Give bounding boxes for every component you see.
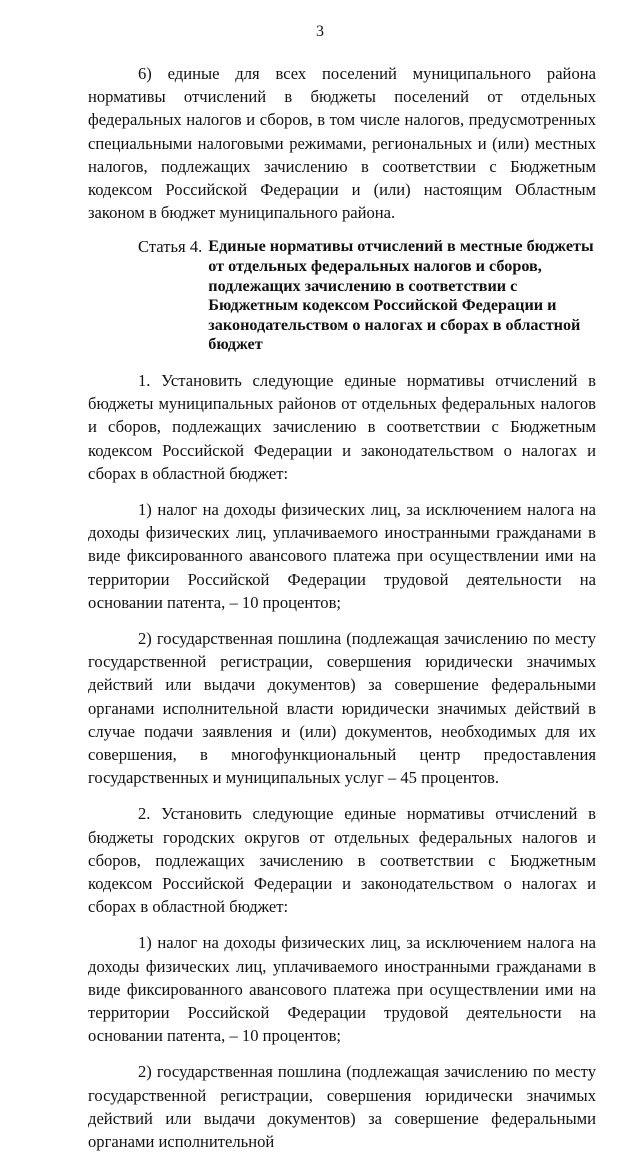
paragraph-item-6: 6) единые для всех поселений муниципального района нормативы отчислений в бюджеты поселений от отдельных федеральных налогов и сборов, в том числе налогов, предусмотренных специальными налоговыми режимами, региональных и (или) местных налогов, подлежащих зачислению в соответствии с Бюджетным кодексом Российской Федерации и (или) настоящим Областным законом в бюджет муниципального района.: [88, 64, 596, 223]
article-title: Единые нормативы отчислений в местные бюджеты от отдельных федеральных налогов и сборов, подлежащих зачислению в соответствии с Бюджетным кодексом Российской Федерации и законодательством о налогах и сборах в областной бюджет: [208, 237, 594, 354]
paragraph-clause-2-item-1: 1) налог на доходы физических лиц, за исключением налога на доходы физических лиц, уплачиваемого иностранными гражданами в виде фиксированного авансового платежа при осуществлении ими на территории Российской Федерации трудовой деятельности на основании патента, – 10 процентов;: [88, 933, 596, 1046]
page-number: 3: [316, 23, 324, 40]
paragraph-clause-1-item-1: 1) налог на доходы физических лиц, за исключением налога на доходы физических лиц, уплачиваемого иностранными гражданами в виде фиксированного авансового платежа при осуществлении ими на территории Российской Федерации трудовой деятельности на основании патента, – 10 процентов;: [88, 500, 596, 612]
document-body: [88, 62, 596, 1166]
paragraph-clause-1: 1. Установить следующие единые нормативы отчислений в бюджеты муниципальных районов от отдельных федеральных налогов и сборов, подлежащих зачислению в соответствии с Бюджетным кодексом Российской Федерации и законодательством о налогах и сборах в областной бюджет:: [88, 370, 596, 483]
article-label: Статья 4.: [138, 237, 203, 257]
paragraph-clause-2: 2. Установить следующие единые нормативы отчислений в бюджеты городских округов от отдельных федеральных налогов и сборов, подлежащих зачислению в соответствии с Бюджетным кодексом Российской Федерации и законодательством о налогах и сборах в областной бюджет:: [88, 804, 596, 917]
article-heading: [88, 237, 596, 355]
paragraph-clause-1-item-2: 2) государственная пошлина (подлежащая зачислению по месту государственной регистрации, совершения юридически значимых действий или выдачи документов) за совершение федеральными органами исполнительной власти юридически значимых действий в случае подачи заявления и (или) документов, необходимых для их совершения, в многофункциональный центр предоставления государственных и муниципальных услуг – 45 процентов.: [88, 629, 596, 788]
paragraph-clause-2-item-2: 2) государственная пошлина (подлежащая зачислению по месту государственной регистрации, совершения юридически значимых действий или выдачи документов) за совершение федеральными органами исполнительной: [88, 1062, 596, 1152]
